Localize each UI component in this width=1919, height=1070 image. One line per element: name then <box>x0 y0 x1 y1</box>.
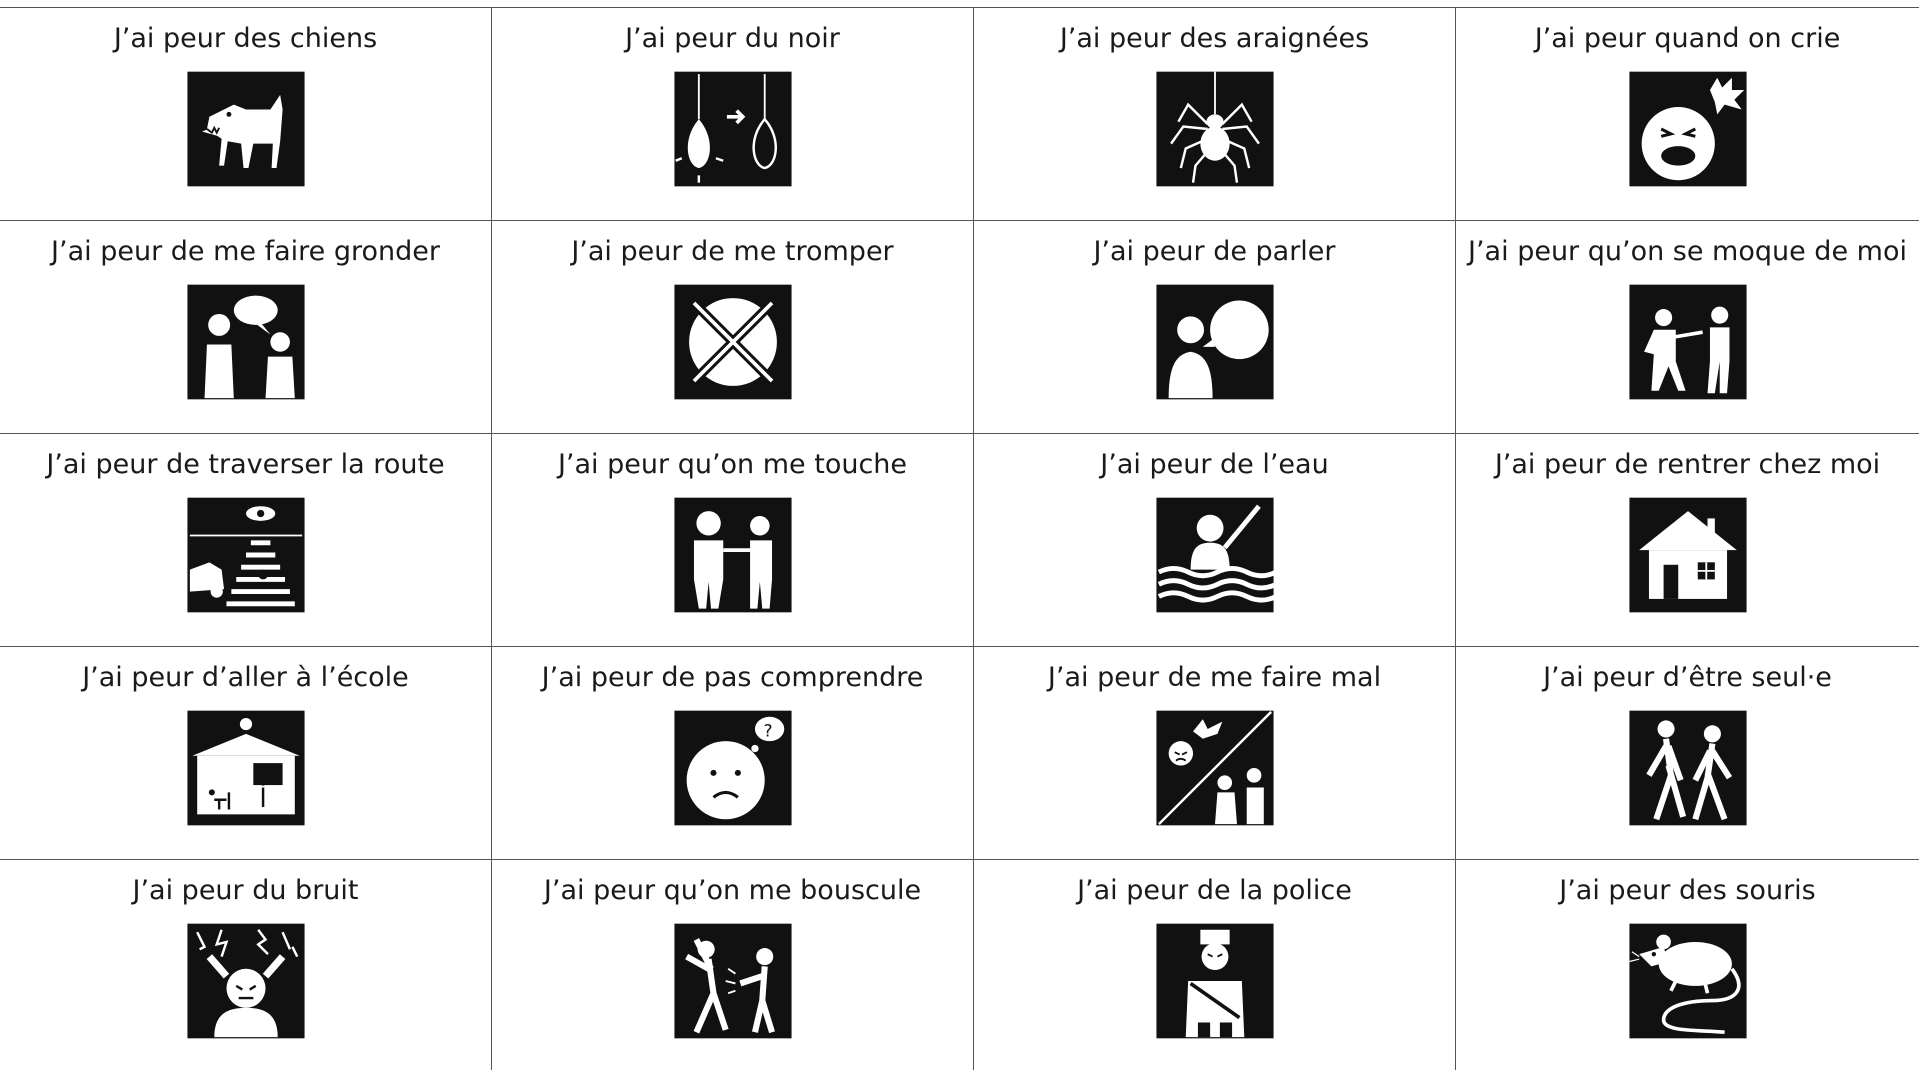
noise-icon <box>185 920 307 1042</box>
card-touched <box>492 434 974 647</box>
confused-face-icon <box>672 707 794 829</box>
card-label: J’ai peur qu’on me touche <box>557 449 908 480</box>
pushing-icon <box>672 920 794 1042</box>
card-dogs <box>0 8 492 221</box>
card-label: J’ai peur qu’on me bouscule <box>543 875 922 906</box>
card-getting-hurt <box>974 647 1456 860</box>
card-label: J’ai peur des souris <box>1559 875 1816 906</box>
card-going-home <box>1456 434 1919 647</box>
card-label: J’ai peur d’aller à l’école <box>82 662 409 693</box>
card-label: J’ai peur de pas comprendre <box>541 662 924 693</box>
card-school <box>0 647 492 860</box>
injury-icon <box>1154 707 1276 829</box>
card-shouting <box>1456 8 1919 221</box>
crosswalk-icon <box>185 494 307 616</box>
card-understanding <box>492 647 974 860</box>
card-label: J’ai peur de la police <box>1077 875 1352 906</box>
card-label: J’ai peur de me faire gronder <box>51 236 440 267</box>
card-dark <box>492 8 974 221</box>
card-label: J’ai peur du noir <box>625 23 840 54</box>
school-icon <box>185 707 307 829</box>
card-label: J’ai peur des araignées <box>1059 23 1370 54</box>
card-label: J’ai peur de rentrer chez moi <box>1494 449 1881 480</box>
card-label: J’ai peur qu’on se moque de moi <box>1468 236 1907 267</box>
card-spiders <box>974 8 1456 221</box>
spider-icon <box>1154 68 1276 190</box>
card-mocked <box>1456 221 1919 434</box>
house-icon <box>1627 494 1749 616</box>
fear-card-grid <box>0 7 1919 1069</box>
card-mice <box>1456 860 1919 1070</box>
card-noise <box>0 860 492 1070</box>
card-label: J’ai peur d’être seul·e <box>1543 662 1832 693</box>
touch-icon <box>672 494 794 616</box>
card-mistake <box>492 221 974 434</box>
mouse-icon <box>1627 920 1749 1042</box>
card-crossing-road <box>0 434 492 647</box>
police-icon <box>1154 920 1276 1042</box>
mocking-icon <box>1627 281 1749 403</box>
alone-icon <box>1627 707 1749 829</box>
card-label: J’ai peur des chiens <box>113 23 378 54</box>
card-alone <box>1456 647 1919 860</box>
shouting-face-icon <box>1627 68 1749 190</box>
card-label: J’ai peur quand on crie <box>1534 23 1841 54</box>
card-label: J’ai peur de traverser la route <box>46 449 445 480</box>
card-speaking <box>974 221 1456 434</box>
card-label: J’ai peur du bruit <box>132 875 359 906</box>
dog-icon <box>185 68 307 190</box>
svg-text:?: ? <box>763 721 773 742</box>
drowning-icon <box>1154 494 1276 616</box>
speaking-person-icon <box>1154 281 1276 403</box>
card-scolded <box>0 221 492 434</box>
card-water <box>974 434 1456 647</box>
card-pushed <box>492 860 974 1070</box>
lightbulb-off-icon <box>672 68 794 190</box>
card-police <box>974 860 1456 1070</box>
card-label: J’ai peur de me tromper <box>571 236 894 267</box>
card-label: J’ai peur de l’eau <box>1100 449 1329 480</box>
card-label: J’ai peur de parler <box>1093 236 1336 267</box>
card-label: J’ai peur de me faire mal <box>1047 662 1382 693</box>
cross-mistake-icon <box>672 281 794 403</box>
scolding-icon <box>185 281 307 403</box>
